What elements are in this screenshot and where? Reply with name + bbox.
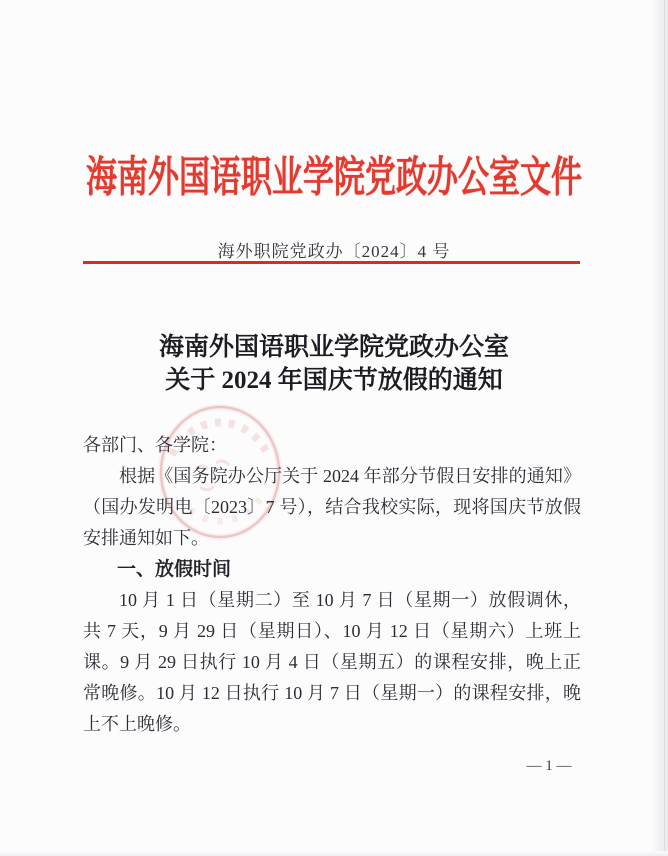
page-number: — 1 — [526,758,572,774]
intro-paragraph: 根据《国务院办公厅关于 2024 年部分节假日安排的通知》（国办发明电〔2023〕7 号），结合我校实际，现将国庆节放假安排通知如下。 [83,466,581,548]
notice-body [83,430,581,740]
notice-title-line1: 海南外国语职业学院党政办公室 [158,334,509,361]
salutation: 各部门、各学院： [83,435,227,455]
section1-heading: 一、放假时间 [117,559,232,580]
section1-body: 10 月 1 日（星期二）至 10 月 7 日（星期一）放假调休，共 7 天，9 月 29 日（星期日）、10 月 12 日（星期六）上班上课。9 月 29 日执行 10 月 4 日（星期五）的课程安排，晚上正常晚修。10 月 12 日执行 10 月 7 日（星期一）的课程安排，晚上不上晚修。 [83,590,581,734]
scan-edge-right [653,0,668,856]
notice-title [0,331,668,397]
document-number: 海外职院党政办〔2024〕4 号 [217,242,451,261]
letterhead-red-rule [83,261,580,264]
letterhead-org-title: 海南外国语职业学院党政办公室文件 [86,153,582,202]
notice-title-line2: 关于 2024 年国庆节放假的通知 [165,367,503,394]
scan-edge-bottom [0,851,668,856]
